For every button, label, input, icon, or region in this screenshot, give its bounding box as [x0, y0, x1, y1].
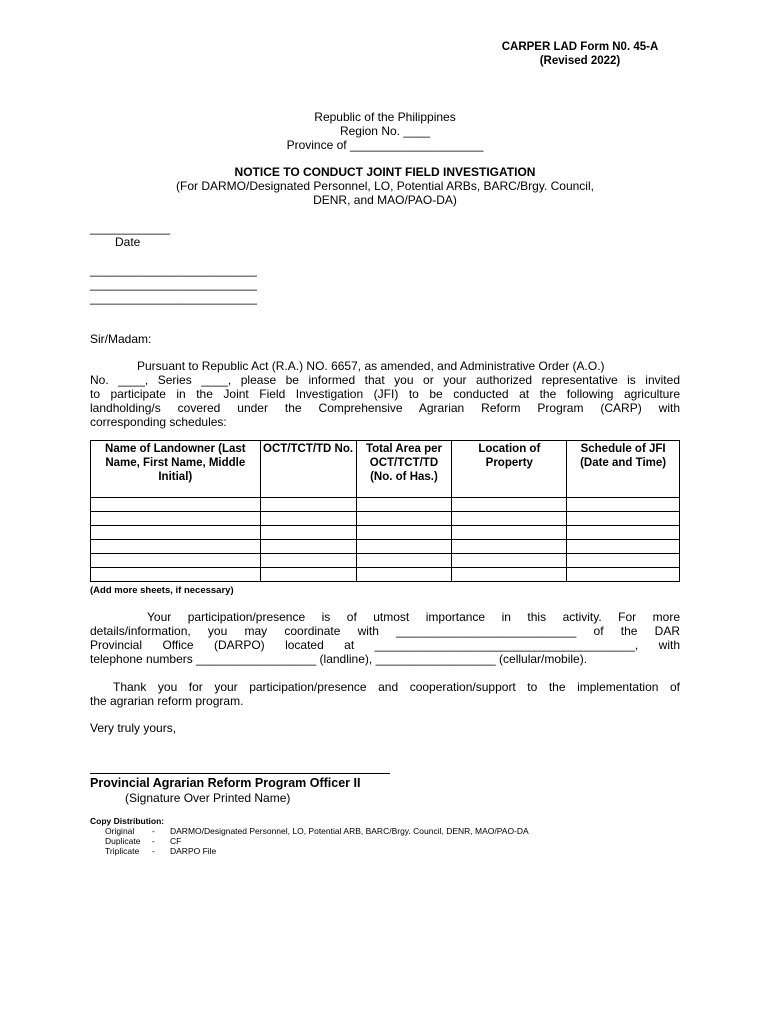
table-cell[interactable] — [91, 554, 261, 568]
table-row — [91, 512, 680, 526]
table-cell[interactable] — [260, 554, 356, 568]
table-cell[interactable] — [260, 512, 356, 526]
signatory-subtitle: (Signature Over Printed Name) — [125, 791, 291, 805]
copy-separator: - — [152, 826, 155, 836]
copy-distribution-item — [90, 826, 529, 836]
copy-recipient: DARPO File — [170, 846, 217, 856]
table-header-row — [91, 441, 680, 498]
copy-recipient: CF — [170, 836, 182, 846]
form-code-block — [480, 40, 680, 68]
republic-line: Republic of the Philippines — [314, 110, 456, 124]
table-cell[interactable] — [452, 554, 567, 568]
salutation: Sir/Madam: — [90, 332, 152, 346]
table-cell[interactable] — [260, 540, 356, 554]
copy-separator: - — [152, 836, 155, 846]
col-header-schedule: Schedule of JFI (Date and Time) — [567, 441, 680, 498]
form-revision: (Revised 2022) — [539, 55, 621, 67]
table-cell[interactable] — [356, 540, 452, 554]
closing: Very truly yours, — [90, 721, 177, 735]
table-cell[interactable] — [452, 498, 567, 512]
col-header-landowner: Name of Landowner (Last Name, First Name, Middle Initial) — [91, 441, 261, 498]
table-cell[interactable] — [567, 540, 680, 554]
schedule-table — [90, 440, 680, 582]
title-block — [90, 165, 680, 207]
copy-label: Triplicate — [105, 846, 140, 856]
recipient-line: _________________________ — [90, 291, 257, 305]
copy-label: Original — [105, 826, 135, 836]
copy-distribution-heading: Copy Distribution: — [90, 816, 165, 826]
table-cell[interactable] — [260, 568, 356, 582]
table-cell[interactable] — [356, 568, 452, 582]
date-label: Date — [115, 235, 141, 249]
table-cell[interactable] — [260, 498, 356, 512]
recipient-line: _________________________ — [90, 263, 257, 277]
table-cell[interactable] — [91, 540, 261, 554]
copy-recipient: DARMO/Designated Personnel, LO, Potential ARB, BARC/Brgy. Council, DENR, MAO/PAO-DA — [170, 826, 529, 836]
table-cell[interactable] — [567, 568, 680, 582]
table-cell[interactable] — [91, 526, 261, 540]
table-cell[interactable] — [356, 498, 452, 512]
table-cell[interactable] — [260, 526, 356, 540]
table-cell[interactable] — [567, 554, 680, 568]
copy-label: Duplicate — [105, 836, 141, 846]
paragraph-line: the agrarian reform program. — [90, 694, 244, 708]
recipient-address-blanks — [90, 263, 257, 305]
signatory-title: Provincial Agrarian Reform Program Officer II — [90, 776, 361, 790]
copy-distribution-item — [90, 836, 182, 846]
col-header-location: Location of Property — [452, 441, 567, 498]
table-cell[interactable] — [452, 540, 567, 554]
table-body — [91, 498, 680, 582]
copy-separator: - — [152, 846, 155, 856]
recipient-line: _________________________ — [90, 277, 257, 291]
table-cell[interactable] — [567, 526, 680, 540]
table-row — [91, 554, 680, 568]
table-cell[interactable] — [91, 498, 261, 512]
copy-distribution — [90, 816, 529, 856]
signature-line — [90, 773, 390, 774]
paragraph-line: details/information, you may coordinate with ___________________________ of the DAR — [90, 624, 680, 638]
title-subtitle-1: (For DARMO/Designated Personnel, LO, Potential ARBs, BARC/Brgy. Council, — [176, 179, 594, 193]
table-row — [91, 568, 680, 582]
paragraph-line: Pursuant to Republic Act (R.A.) NO. 6657, as amended, and Administrative Order (A.O.) — [137, 359, 605, 373]
paragraph-line: telephone numbers __________________ (landline), __________________ (cellular/mobile). — [90, 652, 588, 666]
table-note: (Add more sheets, if necessary) — [90, 585, 234, 596]
table-cell[interactable] — [356, 512, 452, 526]
paragraph-line: No. ____, Series ____, please be informed that you or your authorized representative is invited — [90, 373, 680, 387]
paragraph-line: to participate in the Joint Field Investigation (JFI) to be conducted at the following agriculture — [90, 387, 680, 401]
table-cell[interactable] — [567, 512, 680, 526]
paragraph-thanks — [90, 680, 680, 708]
table-cell[interactable] — [452, 568, 567, 582]
date-blank: ____________ — [90, 221, 171, 235]
paragraph-line: Thank you for your participation/presence and cooperation/support to the implementation of — [113, 680, 680, 694]
paragraph-line: landholding/s covered under the Comprehensive Agrarian Reform Program (CARP) with — [90, 401, 680, 415]
copy-distribution-item — [90, 846, 217, 856]
region-line: Region No. ____ — [339, 124, 431, 138]
paragraph-line: Your participation/presence is of utmost importance in this activity. For more — [147, 610, 680, 624]
address-block — [90, 110, 680, 152]
paragraph-intro — [90, 359, 680, 429]
table-row — [91, 526, 680, 540]
table-cell[interactable] — [567, 498, 680, 512]
paragraph-line: corresponding schedules: — [90, 415, 227, 429]
col-header-total-area: Total Area per OCT/TCT/TD (No. of Has.) — [356, 441, 452, 498]
table-cell[interactable] — [91, 512, 261, 526]
title-subtitle-2: DENR, and MAO/PAO-DA) — [313, 193, 457, 207]
table-cell[interactable] — [356, 554, 452, 568]
province-line: Province of ____________________ — [286, 138, 484, 152]
table-cell[interactable] — [452, 512, 567, 526]
paragraph-participation — [90, 610, 680, 666]
table-row — [91, 540, 680, 554]
document-title: NOTICE TO CONDUCT JOINT FIELD INVESTIGATION — [234, 165, 536, 179]
form-code: CARPER LAD Form N0. 45-A — [501, 41, 659, 53]
table-row — [91, 498, 680, 512]
paragraph-line: Provincial Office (DARPO) located at _______________________________________, with — [90, 638, 680, 652]
col-header-title-no: OCT/TCT/TD No. — [260, 441, 356, 498]
table-cell[interactable] — [452, 526, 567, 540]
table-cell[interactable] — [91, 568, 261, 582]
table-cell[interactable] — [356, 526, 452, 540]
